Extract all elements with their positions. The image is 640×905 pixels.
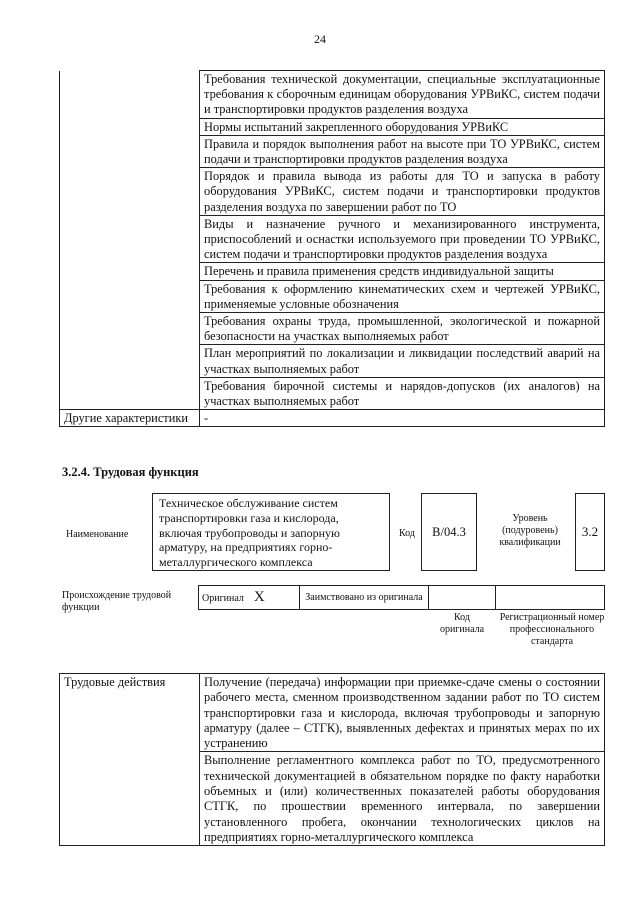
requirements-table [59, 70, 605, 427]
table-row [60, 168, 605, 216]
action-item: Выполнение регламентного комплекса работ по ТО, предусмотренного технической документацией в обязательном порядке по факту наработки объемных и (или) количественных показателей работы оборудования СТГК, по прошествии временного интервала, по завершении установленного пробега, окончании технологических циклов на предприятиях горно-металлургического комплекса [200, 752, 605, 846]
reg-number-label: Регистрационный номер профессионального стандарта [499, 612, 605, 647]
page-number: 24 [314, 32, 326, 46]
original-mark: X [253, 588, 265, 605]
other-characteristics-label: Другие характеристики [60, 410, 200, 427]
requirement-item: План мероприятий по локализации и ликвидации последствий аварий на участках выполняемых работ [200, 345, 605, 377]
other-characteristics-value: - [200, 410, 605, 427]
table-row [60, 135, 605, 167]
table-cell-empty [60, 280, 200, 312]
code-label: Код [399, 528, 415, 539]
origin-label: Происхождение трудовой функции [62, 590, 172, 613]
code-box: B/04.3 [421, 493, 477, 571]
section-title: 3.2.4. Трудовая функция [62, 465, 199, 479]
table-cell-empty [60, 71, 200, 119]
requirement-item: Правила и порядок выполнения работ на высоте при ТО УРВиКС, систем подачи и транспортировки продуктов разделения воздуха [200, 135, 605, 167]
table-cell-empty [60, 752, 200, 846]
actions-table [59, 673, 605, 846]
borrowed-cell: Заимствовано из оригинала [300, 586, 429, 610]
reg-number-cell [496, 586, 605, 610]
table-cell-empty [60, 135, 200, 167]
function-name-box: Техническое обслуживание систем транспортировки газа и кислорода, включая трубопроводы и запорную арматуру, на предприятиях горно-металлургического комплекса [152, 493, 390, 571]
table-row [199, 586, 605, 610]
table-row [60, 215, 605, 263]
table-cell-empty [60, 263, 200, 280]
table-row [60, 674, 605, 752]
table-cell-empty [60, 118, 200, 135]
original-label: Оригинал [202, 592, 244, 604]
table-row [60, 410, 605, 427]
requirement-item: Порядок и правила вывода из работы для ТО и запуска в работу оборудования УРВиКС, систем подачи и транспортировки продуктов разделения воздуха по завершении работ по ТО [200, 168, 605, 216]
requirement-item: Нормы испытаний закрепленного оборудования УРВиКС [200, 118, 605, 135]
table-row [60, 118, 605, 135]
requirement-item: Требования бирочной системы и нарядов-допусков (их аналогов) на участках выполняемых работ [200, 377, 605, 409]
table-cell-empty [60, 215, 200, 263]
requirement-item: Требования охраны труда, промышленной, экологической и пожарной безопасности на участках выполняемых работ [200, 313, 605, 345]
table-cell-empty [60, 313, 200, 345]
table-row [60, 71, 605, 119]
table-row [60, 280, 605, 312]
code-original-label: Код оригинала [439, 612, 485, 635]
requirement-item: Требования технической документации, специальные эксплуатационные требования к сборочным единицам оборудования УРВиКС, систем подачи и транспортировки продуктов разделения воздуха [200, 71, 605, 119]
table-row [60, 263, 605, 280]
table-cell-empty [60, 168, 200, 216]
table-row [60, 313, 605, 345]
table-row [60, 345, 605, 377]
qualification-level-label: Уровень (подуровень) квалификации [499, 513, 561, 548]
origin-table [198, 585, 605, 610]
original-cell [199, 586, 300, 610]
code-original-cell [429, 586, 496, 610]
requirement-item: Виды и назначение ручного и механизированного инструмента, приспособлений и оснастки используемого при проведении ТО УРВиКС, систем подачи и транспортировки продуктов разделения воздуха [200, 215, 605, 263]
table-row [60, 377, 605, 409]
table-cell-empty [60, 345, 200, 377]
actions-label: Трудовые действия [60, 674, 200, 752]
function-name-label: Наименование [66, 529, 129, 540]
qualification-level-box: 3.2 [575, 493, 605, 571]
requirement-item: Перечень и правила применения средств индивидуальной защиты [200, 263, 605, 280]
action-item: Получение (передача) информации при приемке-сдаче смены о состоянии рабочего места, сменном производственном задании работ по ТО систем транспортировки газа и кислорода, включая трубопроводы и запорную арматуру (далее – СТГК), выявленных дефектах и принятых мерах по их устранению [200, 674, 605, 752]
table-cell-empty [60, 377, 200, 409]
requirement-item: Требования к оформлению кинематических схем и чертежей УРВиКС, применяемые условные обозначения [200, 280, 605, 312]
table-row [60, 752, 605, 846]
